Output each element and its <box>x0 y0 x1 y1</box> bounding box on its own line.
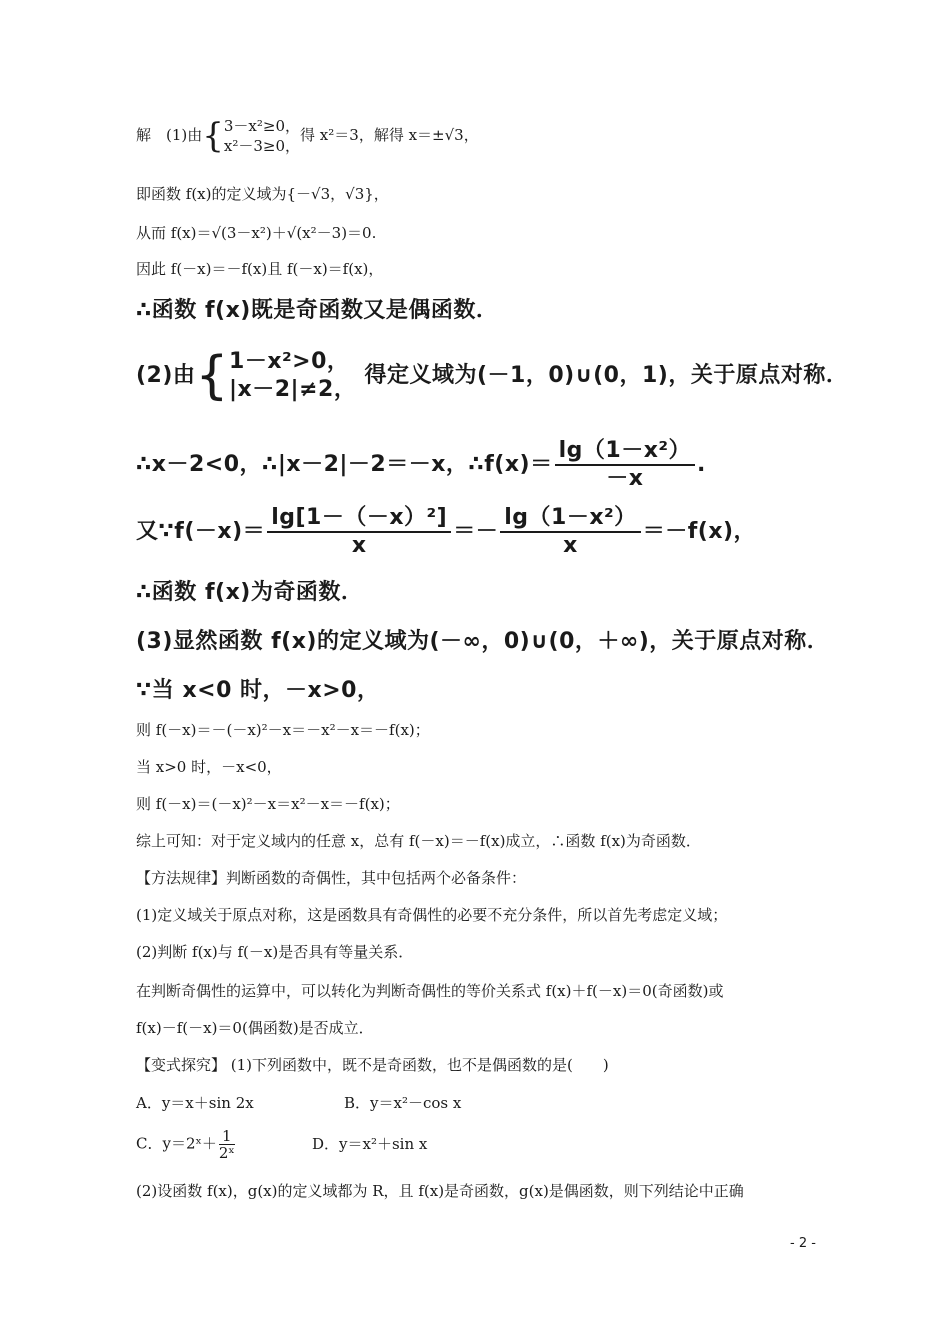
page-number: - 2 - <box>790 1236 816 1251</box>
text-line: ∴函数 f(x)为奇函数． <box>136 580 364 605</box>
text-line: 则 f(－x)＝－(－x)²－x＝－x²－x＝－f(x)； <box>136 721 430 739</box>
text-line: ∵当 x<0 时，－x>0， <box>136 678 380 703</box>
text-line: (2)判断 f(x)与 f(－x)是否具有等量关系． <box>136 943 414 961</box>
inequality-system <box>229 348 356 404</box>
text-line: 则 f(－x)＝(－x)²－x＝x²－x＝－f(x)； <box>136 795 400 813</box>
part2-suffix: 得定义域为(－1，0)∪(0，1)，关于原点对称． <box>364 363 849 388</box>
formula-end: ＝－f(x)， <box>642 519 757 544</box>
choice-d: D．y＝x²＋sin x <box>312 1134 428 1153</box>
inequality-1: 3－x²≥0， <box>223 117 301 135</box>
solution-part2 <box>136 348 848 404</box>
denominator: x <box>563 533 578 558</box>
text-line: 即函数 f(x)的定义域为{－√3，√3}， <box>136 185 389 203</box>
part1-prefix: 解 (1)由 <box>136 126 203 144</box>
text-line: 在判断奇偶性的运算中，可以转化为判断奇偶性的等价关系式 f(x)＋f(－x)＝0(奇函数)或 <box>136 982 724 1000</box>
text-line: 【方法规律】判断函数的奇偶性，其中包括两个必备条件： <box>136 869 527 887</box>
formula-text: 又∵f(－x)＝ <box>136 519 266 544</box>
fraction <box>267 505 451 559</box>
fraction <box>219 1128 235 1161</box>
formula-text: ＝－ <box>453 519 499 544</box>
text-line: (2)设函数 f(x)，g(x)的定义域都为 R，且 f(x)是奇函数，g(x)是偶函数，则下列结论中正确 <box>136 1182 744 1200</box>
solution-part1 <box>136 116 479 156</box>
numerator: lg（1－x²） <box>500 505 640 533</box>
numerator: lg[1－（－x）²] <box>267 505 451 533</box>
denominator: 2ˣ <box>218 1144 235 1162</box>
text-line: 当 x>0 时，－x<0， <box>136 758 282 776</box>
inequality-1: 1－x²>0， <box>229 349 350 374</box>
choice-row <box>136 1093 461 1113</box>
inequality-system <box>224 116 300 156</box>
formula-line <box>136 438 706 492</box>
inequality-2: |x－2|≠2， <box>229 377 357 402</box>
text-line: (1)定义域关于原点对称，这是函数具有奇偶性的必要不充分条件，所以首先考虑定义域； <box>136 906 728 924</box>
text-line: 综上可知：对于定义域内的任意 x，总有 f(－x)＝－f(x)成立，∴函数 f(x)为奇函数． <box>136 832 701 850</box>
choice-row <box>136 1128 427 1161</box>
text-line: ∴函数 f(x)既是奇函数又是偶函数． <box>136 298 499 323</box>
numerator: lg（1－x²） <box>555 438 695 466</box>
part2-prefix: (2)由 <box>136 363 196 388</box>
part1-suffix: 得 x²＝3，解得 x＝±√3， <box>300 126 479 144</box>
denominator: －x <box>606 466 644 491</box>
formula-text: ∴x－2<0，∴|x－2|－2＝－x，∴f(x)＝ <box>136 452 553 477</box>
text-line: 因此 f(－x)＝－f(x)且 f(－x)＝f(x)， <box>136 260 384 278</box>
text-line: f(x)－f(－x)＝0(偶函数)是否成立． <box>136 1019 374 1037</box>
text-line: 【变式探究】 (1)下列函数中，既不是奇函数，也不是偶函数的是( ) <box>136 1056 609 1074</box>
fraction <box>555 438 695 492</box>
choice-c-text: C．y＝2ˣ＋ <box>136 1134 217 1153</box>
choice-a: A．y＝x＋sin 2x <box>136 1094 254 1112</box>
text-line: 从而 f(x)＝√(3－x²)＋√(x²－3)＝0. <box>136 224 377 242</box>
formula-end: . <box>697 452 706 477</box>
choice-c <box>136 1128 312 1161</box>
numerator: 1 <box>219 1128 235 1145</box>
fraction <box>500 505 640 559</box>
formula-line <box>136 505 756 559</box>
choice-b: B．y＝x²－cos x <box>344 1094 462 1112</box>
brace: { <box>202 116 224 156</box>
text-line: (3)显然函数 f(x)的定义域为(－∞，0)∪(0，＋∞)，关于原点对称． <box>136 629 830 654</box>
denominator: x <box>351 533 367 558</box>
inequality-2: x²－3≥0， <box>223 137 301 155</box>
brace: { <box>195 346 230 406</box>
